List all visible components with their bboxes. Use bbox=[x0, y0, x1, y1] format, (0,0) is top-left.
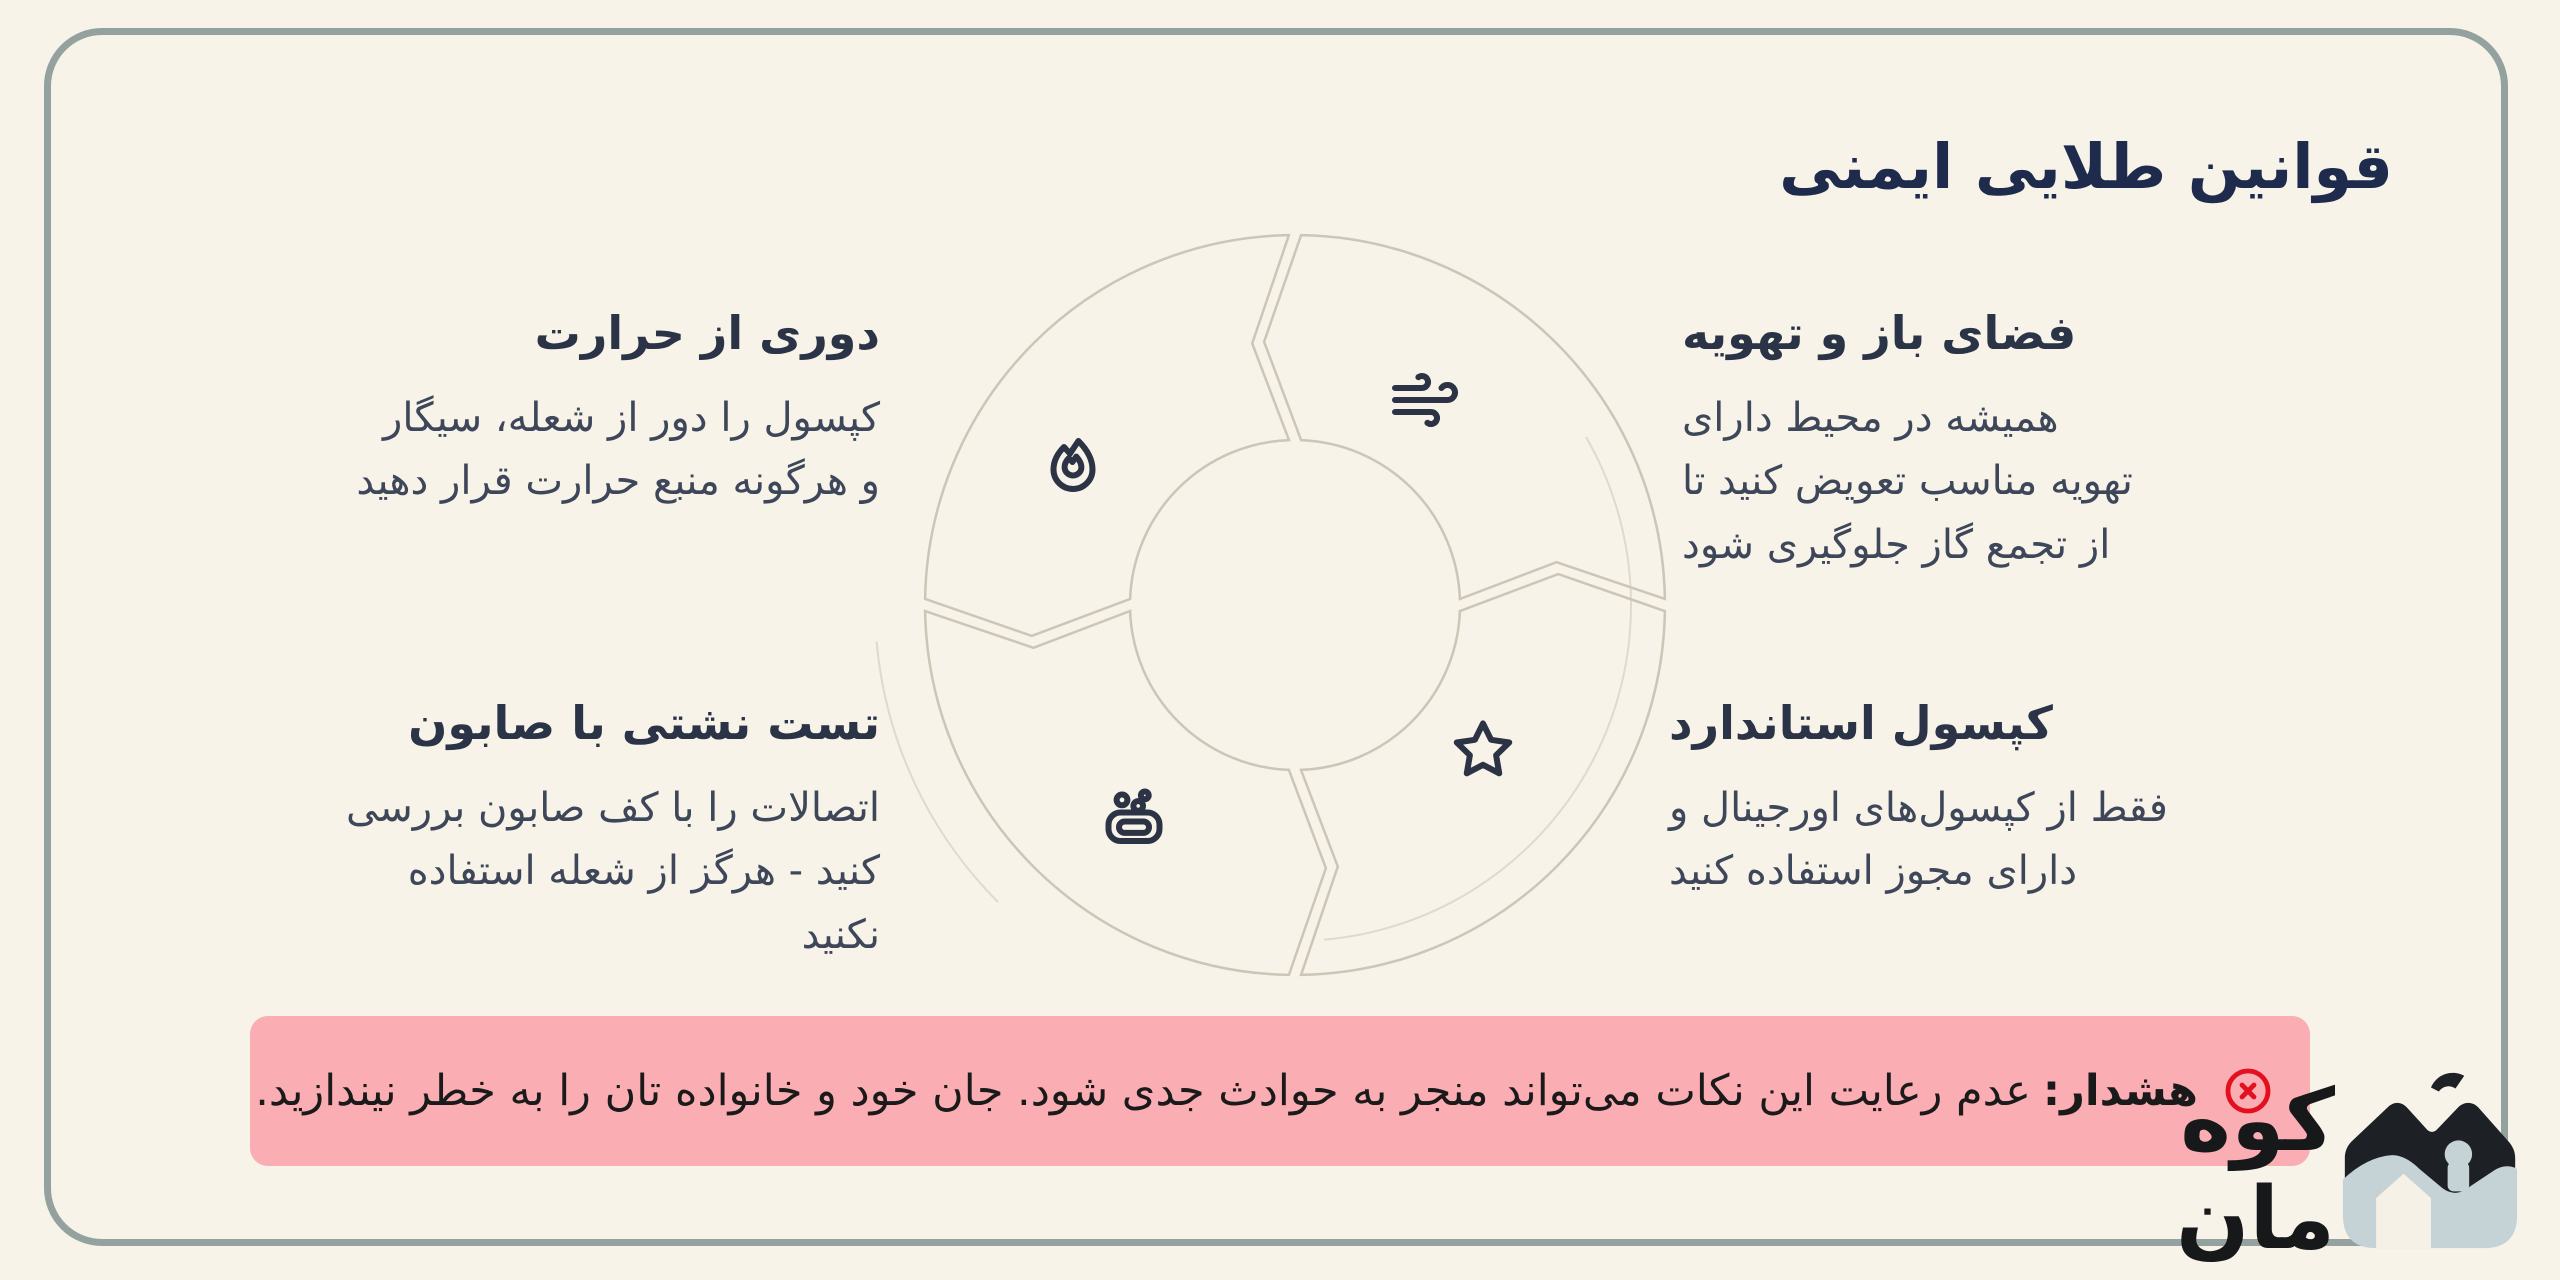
warning-banner bbox=[250, 1016, 2310, 1166]
rule-leak-test bbox=[345, 696, 880, 967]
decorative-arcs bbox=[877, 437, 1631, 940]
page-title: قوانین طلایی ایمنی bbox=[1779, 129, 2393, 203]
flame-icon bbox=[1054, 441, 1093, 489]
warning-text bbox=[255, 1066, 2198, 1116]
warning-label: هشدار: bbox=[2042, 1066, 2198, 1116]
rule-standard-capsule bbox=[1669, 696, 2169, 904]
rule-heading: تست نشتی با صابون bbox=[408, 696, 880, 750]
koohman-logo-badge bbox=[2337, 1058, 2523, 1262]
rule-heat bbox=[355, 306, 880, 514]
rule-heading: دوری از حرارت bbox=[534, 306, 880, 360]
ring-segment bbox=[925, 235, 1289, 636]
koohman-logo-wordmark bbox=[2176, 1072, 2335, 1268]
wind-icon bbox=[1395, 376, 1455, 424]
rule-body: اتصالات را با کف صابون بررسی کنید - هرگز از شعله استفاده نکنید bbox=[345, 785, 880, 958]
rule-ventilation bbox=[1682, 306, 2152, 577]
rule-body: همیشه در محیط دارای تهویه مناسب تعویض کنید تا از تجمع گاز جلوگیری شود bbox=[1682, 395, 2133, 568]
logo-word-line1: کوه bbox=[2180, 1071, 2335, 1171]
rule-heading: کپسول استاندارد bbox=[1669, 696, 2053, 750]
rule-body: فقط از کپسول‌های اورجینال و دارای مجوز استفاده کنید bbox=[1669, 785, 2168, 895]
safety-cycle-diagram bbox=[845, 155, 1745, 1055]
bird-icon bbox=[2431, 1073, 2464, 1092]
ring-segment bbox=[1301, 574, 1665, 975]
soap-icon bbox=[1109, 792, 1160, 842]
rule-body: کپسول را دور از شعله، سیگار و هرگونه منبع حرارت قرار دهید bbox=[356, 395, 880, 505]
ring-segment bbox=[1264, 235, 1665, 599]
star-icon bbox=[1457, 723, 1510, 773]
rule-heading: فضای باز و تهویه bbox=[1682, 306, 2077, 360]
warning-message: عدم رعایت این نکات می‌تواند منجر به حوادث جدی شود. جان خود و خانواده تان را به خطر نیندازید. bbox=[255, 1066, 2031, 1116]
logo-word-line2: مان bbox=[2176, 1169, 2335, 1269]
